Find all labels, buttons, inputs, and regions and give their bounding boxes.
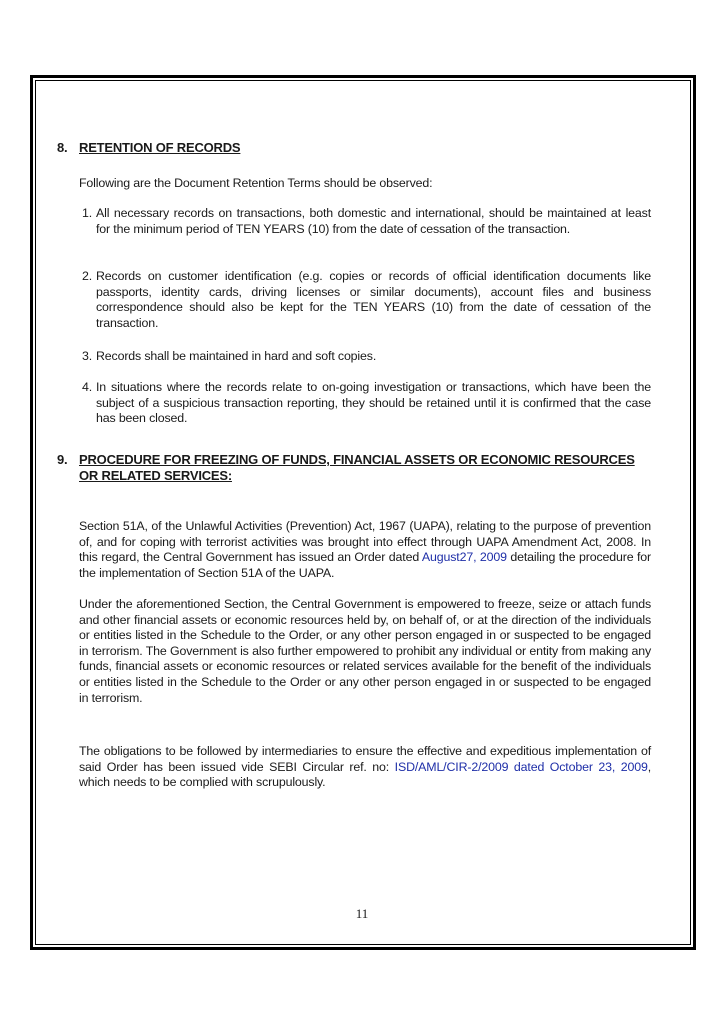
page-number: 11 bbox=[355, 906, 369, 921]
section-8-number: 8. bbox=[57, 140, 68, 155]
retention-item-1-text: All necessary records on transactions, both domestic and international, should be maintained at least for the minimum period of TEN YEARS (10) from the date of cessation of the transaction. bbox=[96, 206, 651, 236]
retention-item-2-text: Records on customer identification (e.g. copies or records of official identification documents like passports, identity cards, driving licenses or similar documents), account files and business correspondence should also be kept for the TEN YEARS (10) from the date of cessation of the transaction. bbox=[96, 269, 651, 330]
order-date-link[interactable]: August27, 2009 bbox=[421, 550, 507, 565]
paragraph-3-tail: , which needs to be complied with scrupulously. bbox=[79, 759, 651, 790]
paragraph-1-tail: detailing the procedure for the implementation of Section 51A of the UAPA. bbox=[79, 550, 651, 580]
retention-item-3-number: 3. bbox=[82, 349, 93, 363]
section-8-heading bbox=[57, 140, 241, 156]
retention-item-2-number: 2. bbox=[82, 269, 93, 283]
paragraph-1-text: Section 51A, of the Unlawful Activities (Prevention) Act, 1967 (UAPA), relating to the purpose of prevention of, and for coping with terrorist activities was brought into effect through UAPA Amendment Act, 2008. In this regard, the Central Government has issued an Order dated bbox=[79, 519, 651, 565]
retention-item-1-number: 1. bbox=[82, 206, 93, 220]
paragraph-3-text: The obligations to be followed by intermediaries to ensure the effective and expeditious implementation of said Order has been issued vide SEBI Circular ref. no: bbox=[79, 744, 651, 774]
retention-item-1 bbox=[82, 206, 651, 237]
retention-item-4-text: In situations where the records relate to on-going investigation or transactions, which have been the subject of a suspicious transaction reporting, they should be retained until it is confirmed that the case has been closed. bbox=[96, 380, 651, 426]
sebi-circular-link[interactable]: ISD/AML/CIR-2/2009 dated October 23, 2009 bbox=[394, 759, 648, 774]
section-9-paragraph-2: Under the aforementioned Section, the Central Government is empowered to freeze, seize or attach funds and other financial assets or economic resources held by, on behalf of, or at the direction of the individuals or entities listed in the Schedule to the Order, or any other person engaged in or suspected to be engaged in terrorism. The Government is also further empowered to prohibit any individual or entity from making any funds, financial assets or economic resources or related services available for the benefit of the individuals or entities listed in the Schedule to the Order or any other person engaged in or suspected to be engaged in terrorism. bbox=[79, 597, 651, 705]
retention-item-3-text: Records shall be maintained in hard and soft copies. bbox=[96, 349, 377, 363]
section-9-title-line2: OR RELATED SERVICES: bbox=[79, 468, 232, 483]
section-9-paragraph-3 bbox=[79, 744, 651, 791]
retention-item-2 bbox=[82, 269, 651, 331]
retention-item-3 bbox=[82, 349, 651, 365]
section-9-number: 9. bbox=[57, 452, 68, 467]
section-8-intro: Following are the Document Retention Terms should be observed: bbox=[79, 176, 433, 190]
retention-item-4-number: 4. bbox=[82, 380, 93, 394]
section-8-title: RETENTION OF RECORDS bbox=[79, 140, 241, 155]
retention-item-4 bbox=[82, 380, 651, 427]
section-9-title-line1: PROCEDURE FOR FREEZING OF FUNDS, FINANCIAL ASSETS OR ECONOMIC RESOURCES bbox=[79, 452, 635, 467]
section-9-heading bbox=[57, 452, 659, 484]
section-9-paragraph-1 bbox=[79, 519, 651, 581]
